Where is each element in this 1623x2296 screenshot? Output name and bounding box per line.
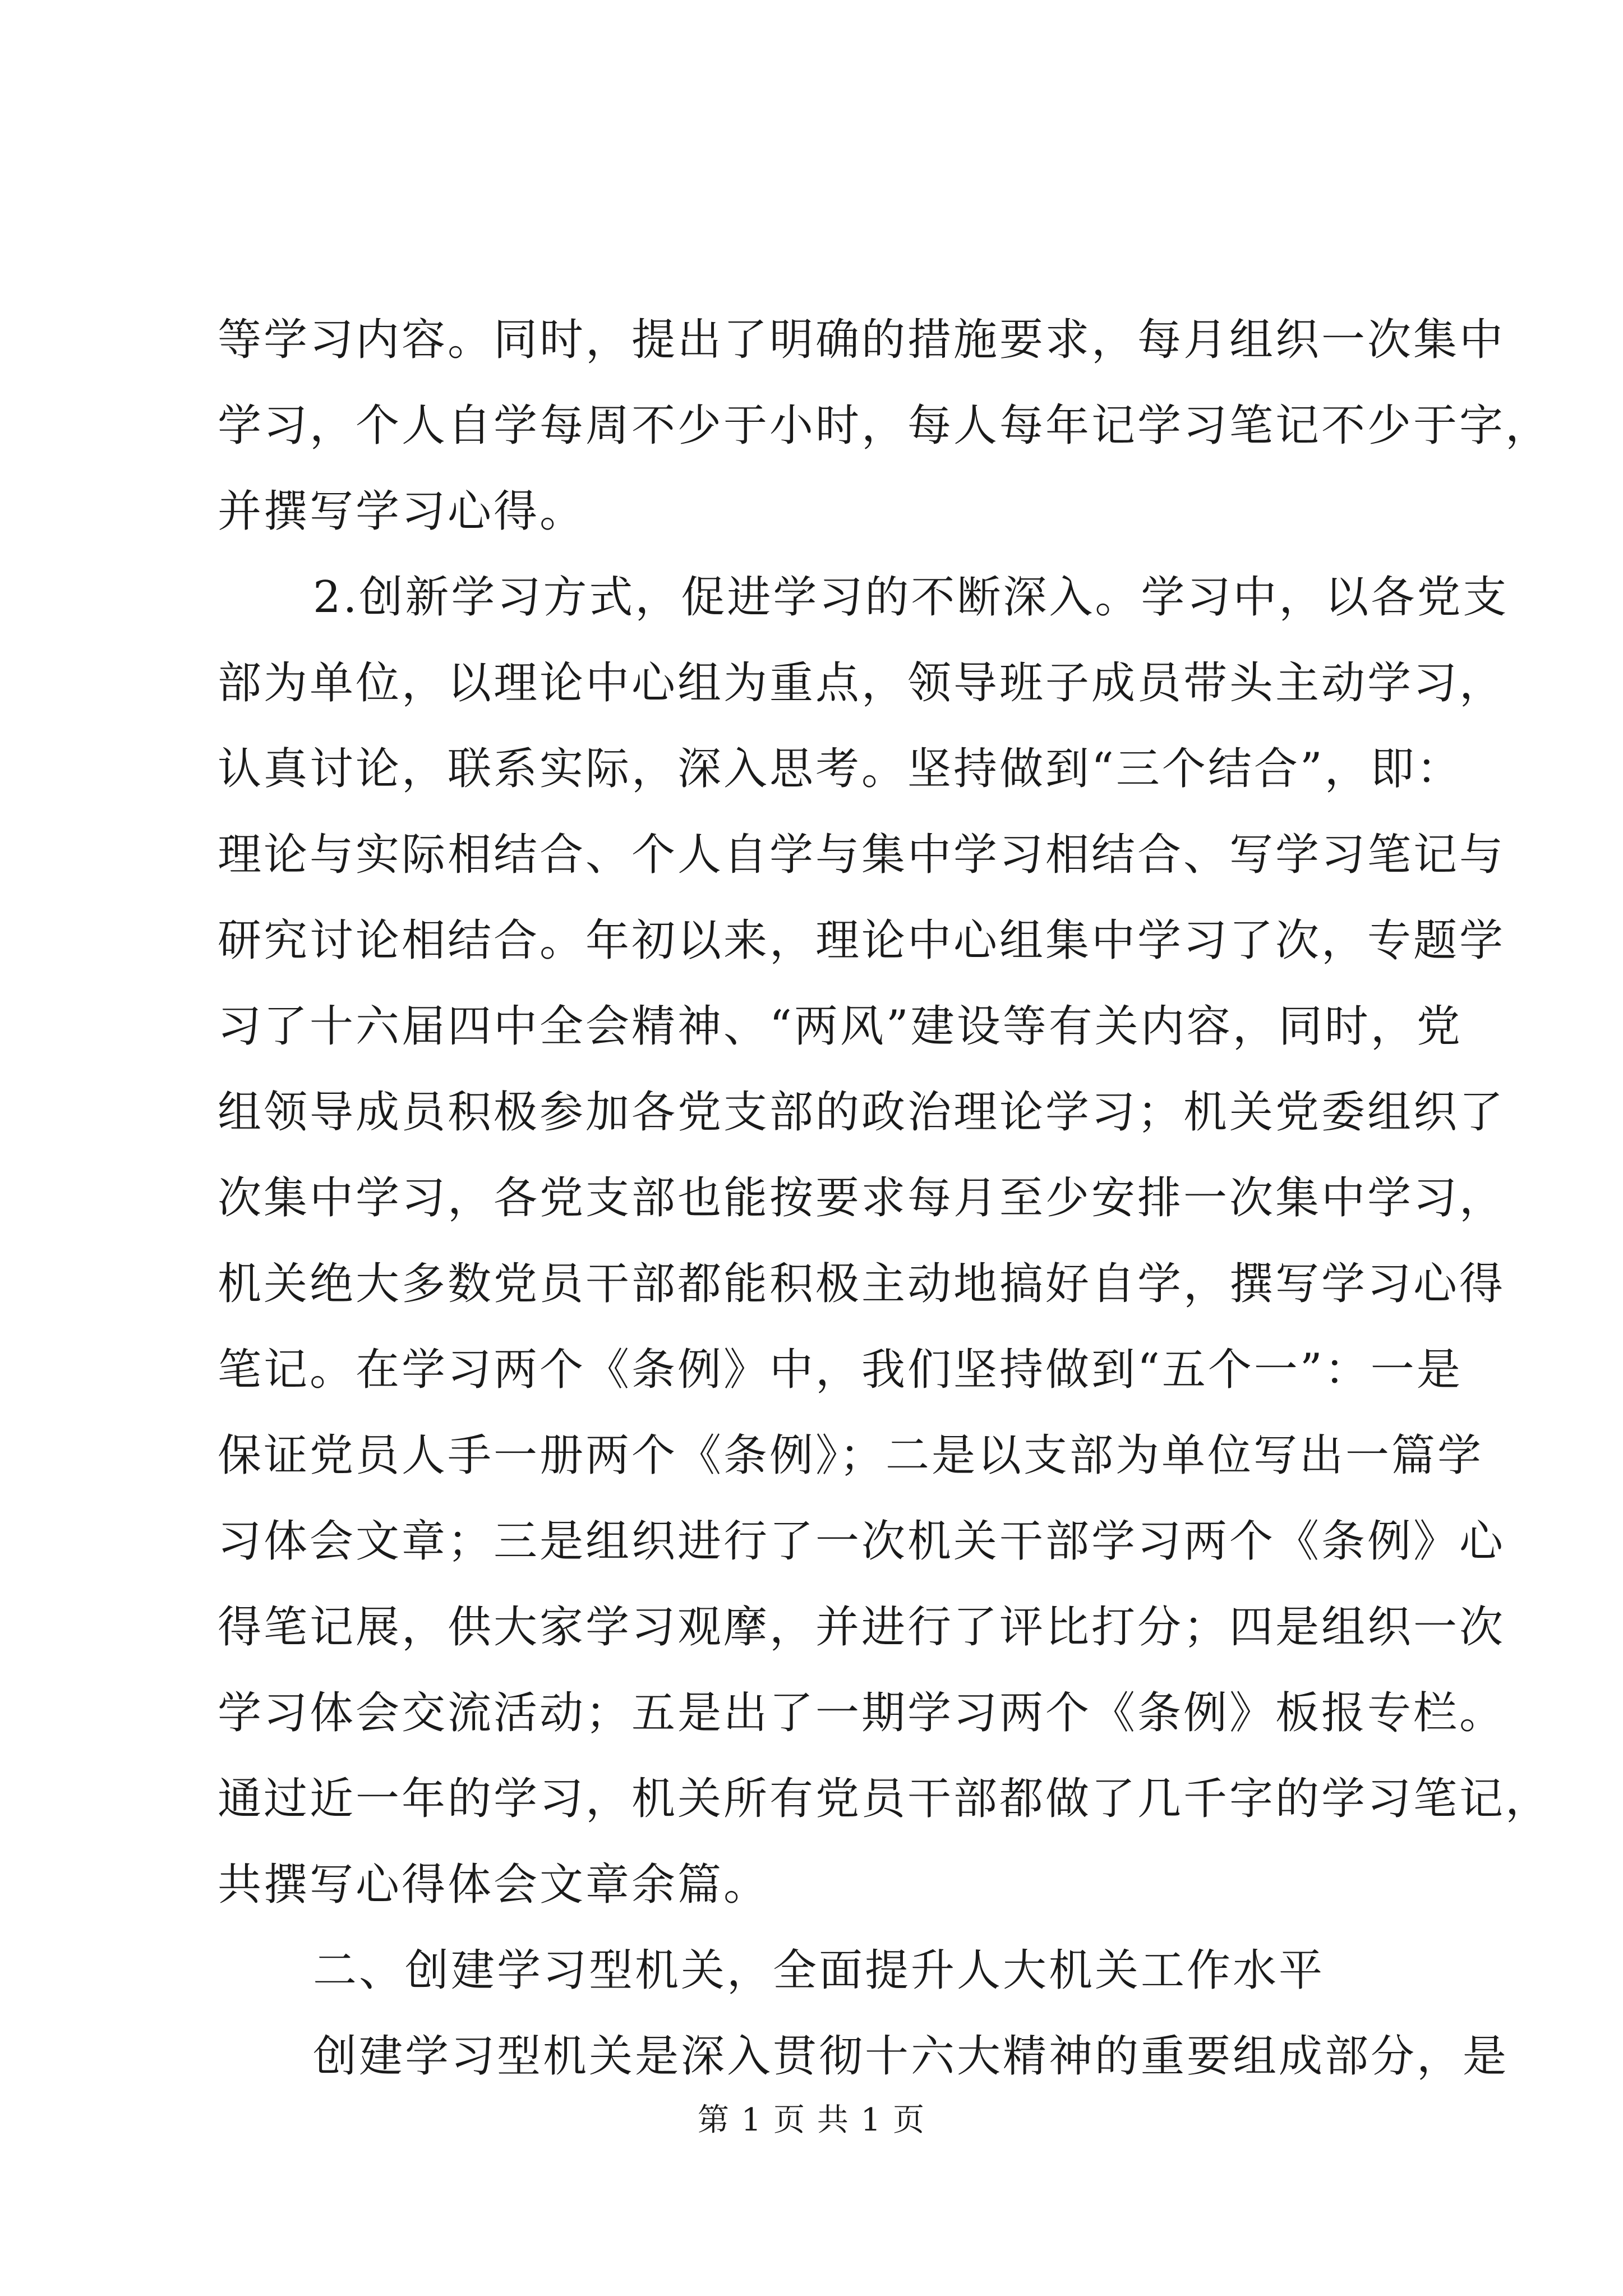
text-line: 部为单位，以理论中心组为重点，领导班子成员带头主动学习， bbox=[218, 658, 1506, 708]
text-line: 机关绝大多数党员干部都能积极主动地搞好自学，撰写学习心得 bbox=[218, 1259, 1506, 1309]
text-line: 学习体会交流活动；五是出了一期学习两个《条例》板报专栏。 bbox=[218, 1688, 1506, 1738]
text-line: 研究讨论相结合。年初以来，理论中心组集中学习了次，专题学 bbox=[218, 915, 1506, 966]
text-line: 并撰写学习心得。 bbox=[218, 486, 586, 537]
section-heading: 二、创建学习型机关，全面提升人大机关工作水平 bbox=[313, 1945, 1325, 1996]
text-line: 次集中学习，各党支部也能按要求每月至少安排一次集中学习， bbox=[218, 1173, 1506, 1223]
text-line: 得笔记展，供大家学习观摩，并进行了评比打分；四是组织一次 bbox=[218, 1602, 1506, 1653]
text-line: 习体会文章；三是组织进行了一次机关干部学习两个《条例》心 bbox=[218, 1516, 1506, 1567]
text-line: 组领导成员积极参加各党支部的政治理论学习；机关党委组织了 bbox=[218, 1087, 1506, 1138]
body-text bbox=[218, 297, 1552, 2100]
text-line: 创建学习型机关是深入贯彻十六大精神的重要组成部分，是 bbox=[313, 2031, 1509, 2082]
text-line: 习了十六届四中全会精神、“两风”建设等有关内容，同时，党 bbox=[218, 1001, 1463, 1052]
page-footer bbox=[0, 2101, 1623, 2140]
text-line: 等学习内容。同时，提出了明确的措施要求，每月组织一次集中 bbox=[218, 315, 1506, 365]
text-line: 笔记。在学习两个《条例》中，我们坚持做到“五个一”：一是 bbox=[218, 1345, 1463, 1395]
text-line: 认真讨论，联系实际，深入思考。坚持做到“三个结合”，即： bbox=[218, 744, 1463, 794]
page-number-label: 第 1 页 共 1 页 bbox=[697, 2102, 926, 2138]
text-line: 学习，个人自学每周不少于小时，每人每年记学习笔记不少于字， bbox=[218, 401, 1552, 451]
text-line: 2.创新学习方式，促进学习的不断深入。学习中，以各党支 bbox=[313, 572, 1509, 623]
text-line: 保证党员人手一册两个《条例》；二是以支部为单位写出一篇学 bbox=[218, 1430, 1484, 1481]
text-line: 通过近一年的学习，机关所有党员干部都做了几千字的学习笔记， bbox=[218, 1774, 1552, 1824]
text-line: 理论与实际相结合、个人自学与集中学习相结合、写学习笔记与 bbox=[218, 830, 1506, 880]
text-line: 共撰写心得体会文章余篇。 bbox=[218, 1860, 770, 1910]
